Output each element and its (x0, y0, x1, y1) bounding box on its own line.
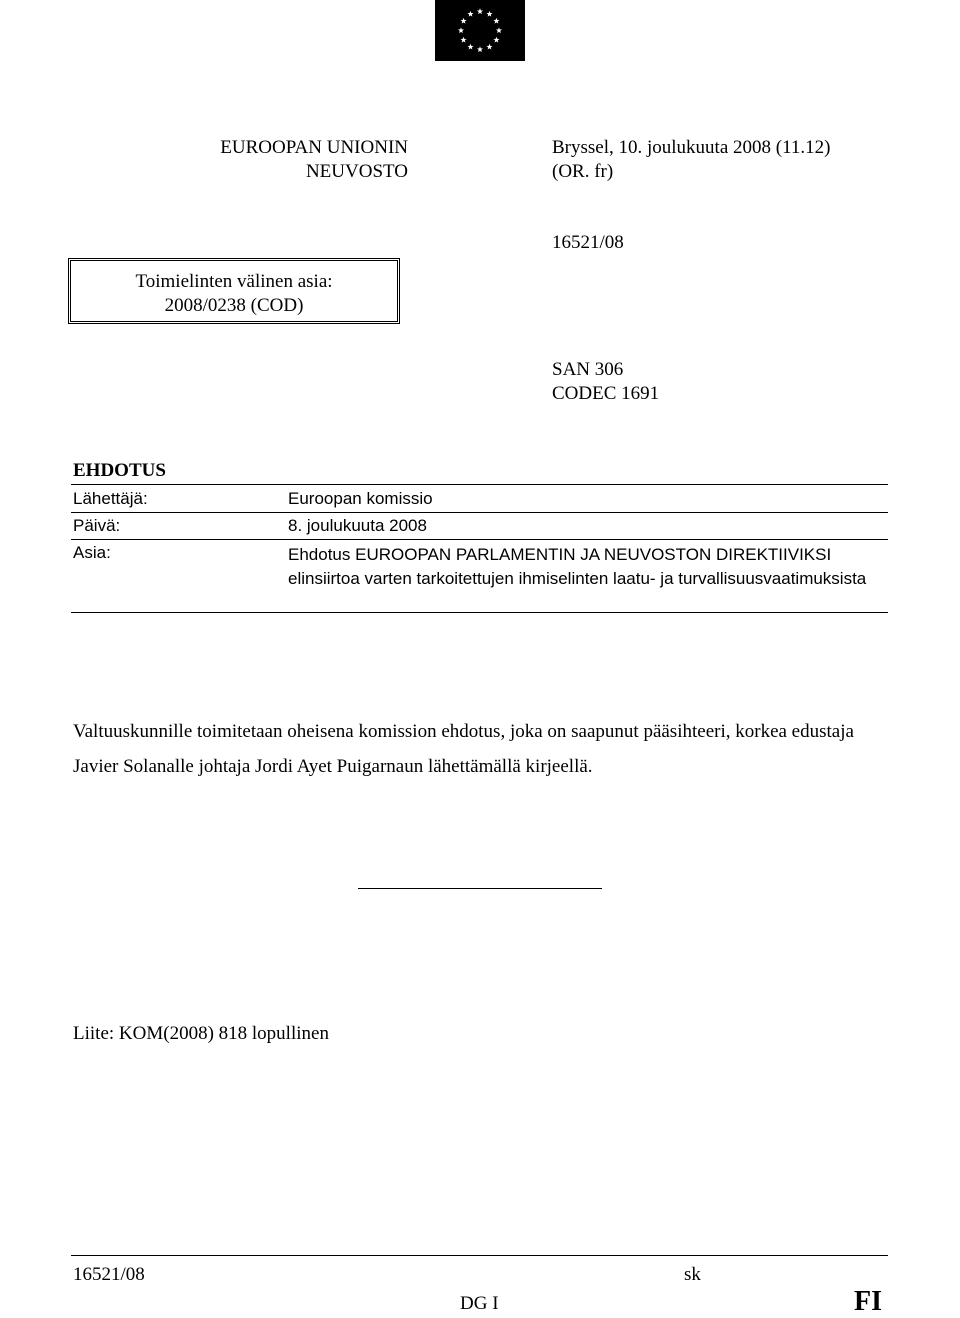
code-san: SAN 306 (552, 359, 624, 380)
footer-divider (71, 1255, 888, 1256)
divider (71, 539, 888, 540)
subject-label: Asia: (73, 543, 111, 562)
interinstitutional-value: 2008/0238 (COD) (164, 295, 304, 316)
divider (71, 612, 888, 613)
date-label: Päivä: (73, 516, 121, 535)
divider (71, 484, 888, 485)
dateline-line2: (OR. fr) (552, 161, 614, 182)
annex-reference: Liite: KOM(2008) 818 lopullinen (73, 1023, 329, 1044)
footer-dg: DG I (460, 1293, 499, 1314)
subject-value: Ehdotus EUROOPAN PARLAMENTIN JA NEUVOSTON DIREKTIIVIKSI elinsiirtoa varten tarkoitettujen ihmiselinten laatu- ja turvallisuusvaatimuksista (288, 545, 867, 588)
document-number: 16521/08 (552, 232, 624, 253)
divider (71, 512, 888, 513)
interinstitutional-box (68, 258, 400, 324)
code-codec: CODEC 1691 (552, 383, 660, 404)
date-value: 8. joulukuuta 2008 (288, 516, 427, 535)
body-paragraph: Valtuuskunnille toimitetaan oheisena komission ehdotus, joka on saapunut pääsihteeri, korkea edustaja Javier Solanalle johtaja Jordi Ayet Puigarnaun lähettämällä kirjeellä. (73, 721, 854, 777)
dateline (552, 136, 830, 184)
council-name (160, 136, 408, 184)
eu-flag-icon (435, 0, 525, 61)
document-codes (552, 358, 659, 406)
dateline-line1: Bryssel, 10. joulukuuta 2008 (11.12) (552, 137, 831, 158)
doc-type: EHDOTUS (73, 460, 166, 481)
sender-value: Euroopan komissio (288, 489, 433, 508)
sender-label: Lähettäjä: (73, 489, 148, 508)
separator-line (358, 888, 602, 889)
interinstitutional-label: Toimielinten välinen asia: (135, 271, 333, 292)
council-name-line1: EUROOPAN UNIONIN (220, 137, 408, 158)
footer-language: FI (854, 1286, 882, 1317)
footer-doc-number: 16521/08 (73, 1264, 145, 1285)
council-name-line2: NEUVOSTO (305, 161, 408, 182)
footer-initials: sk (684, 1264, 701, 1285)
